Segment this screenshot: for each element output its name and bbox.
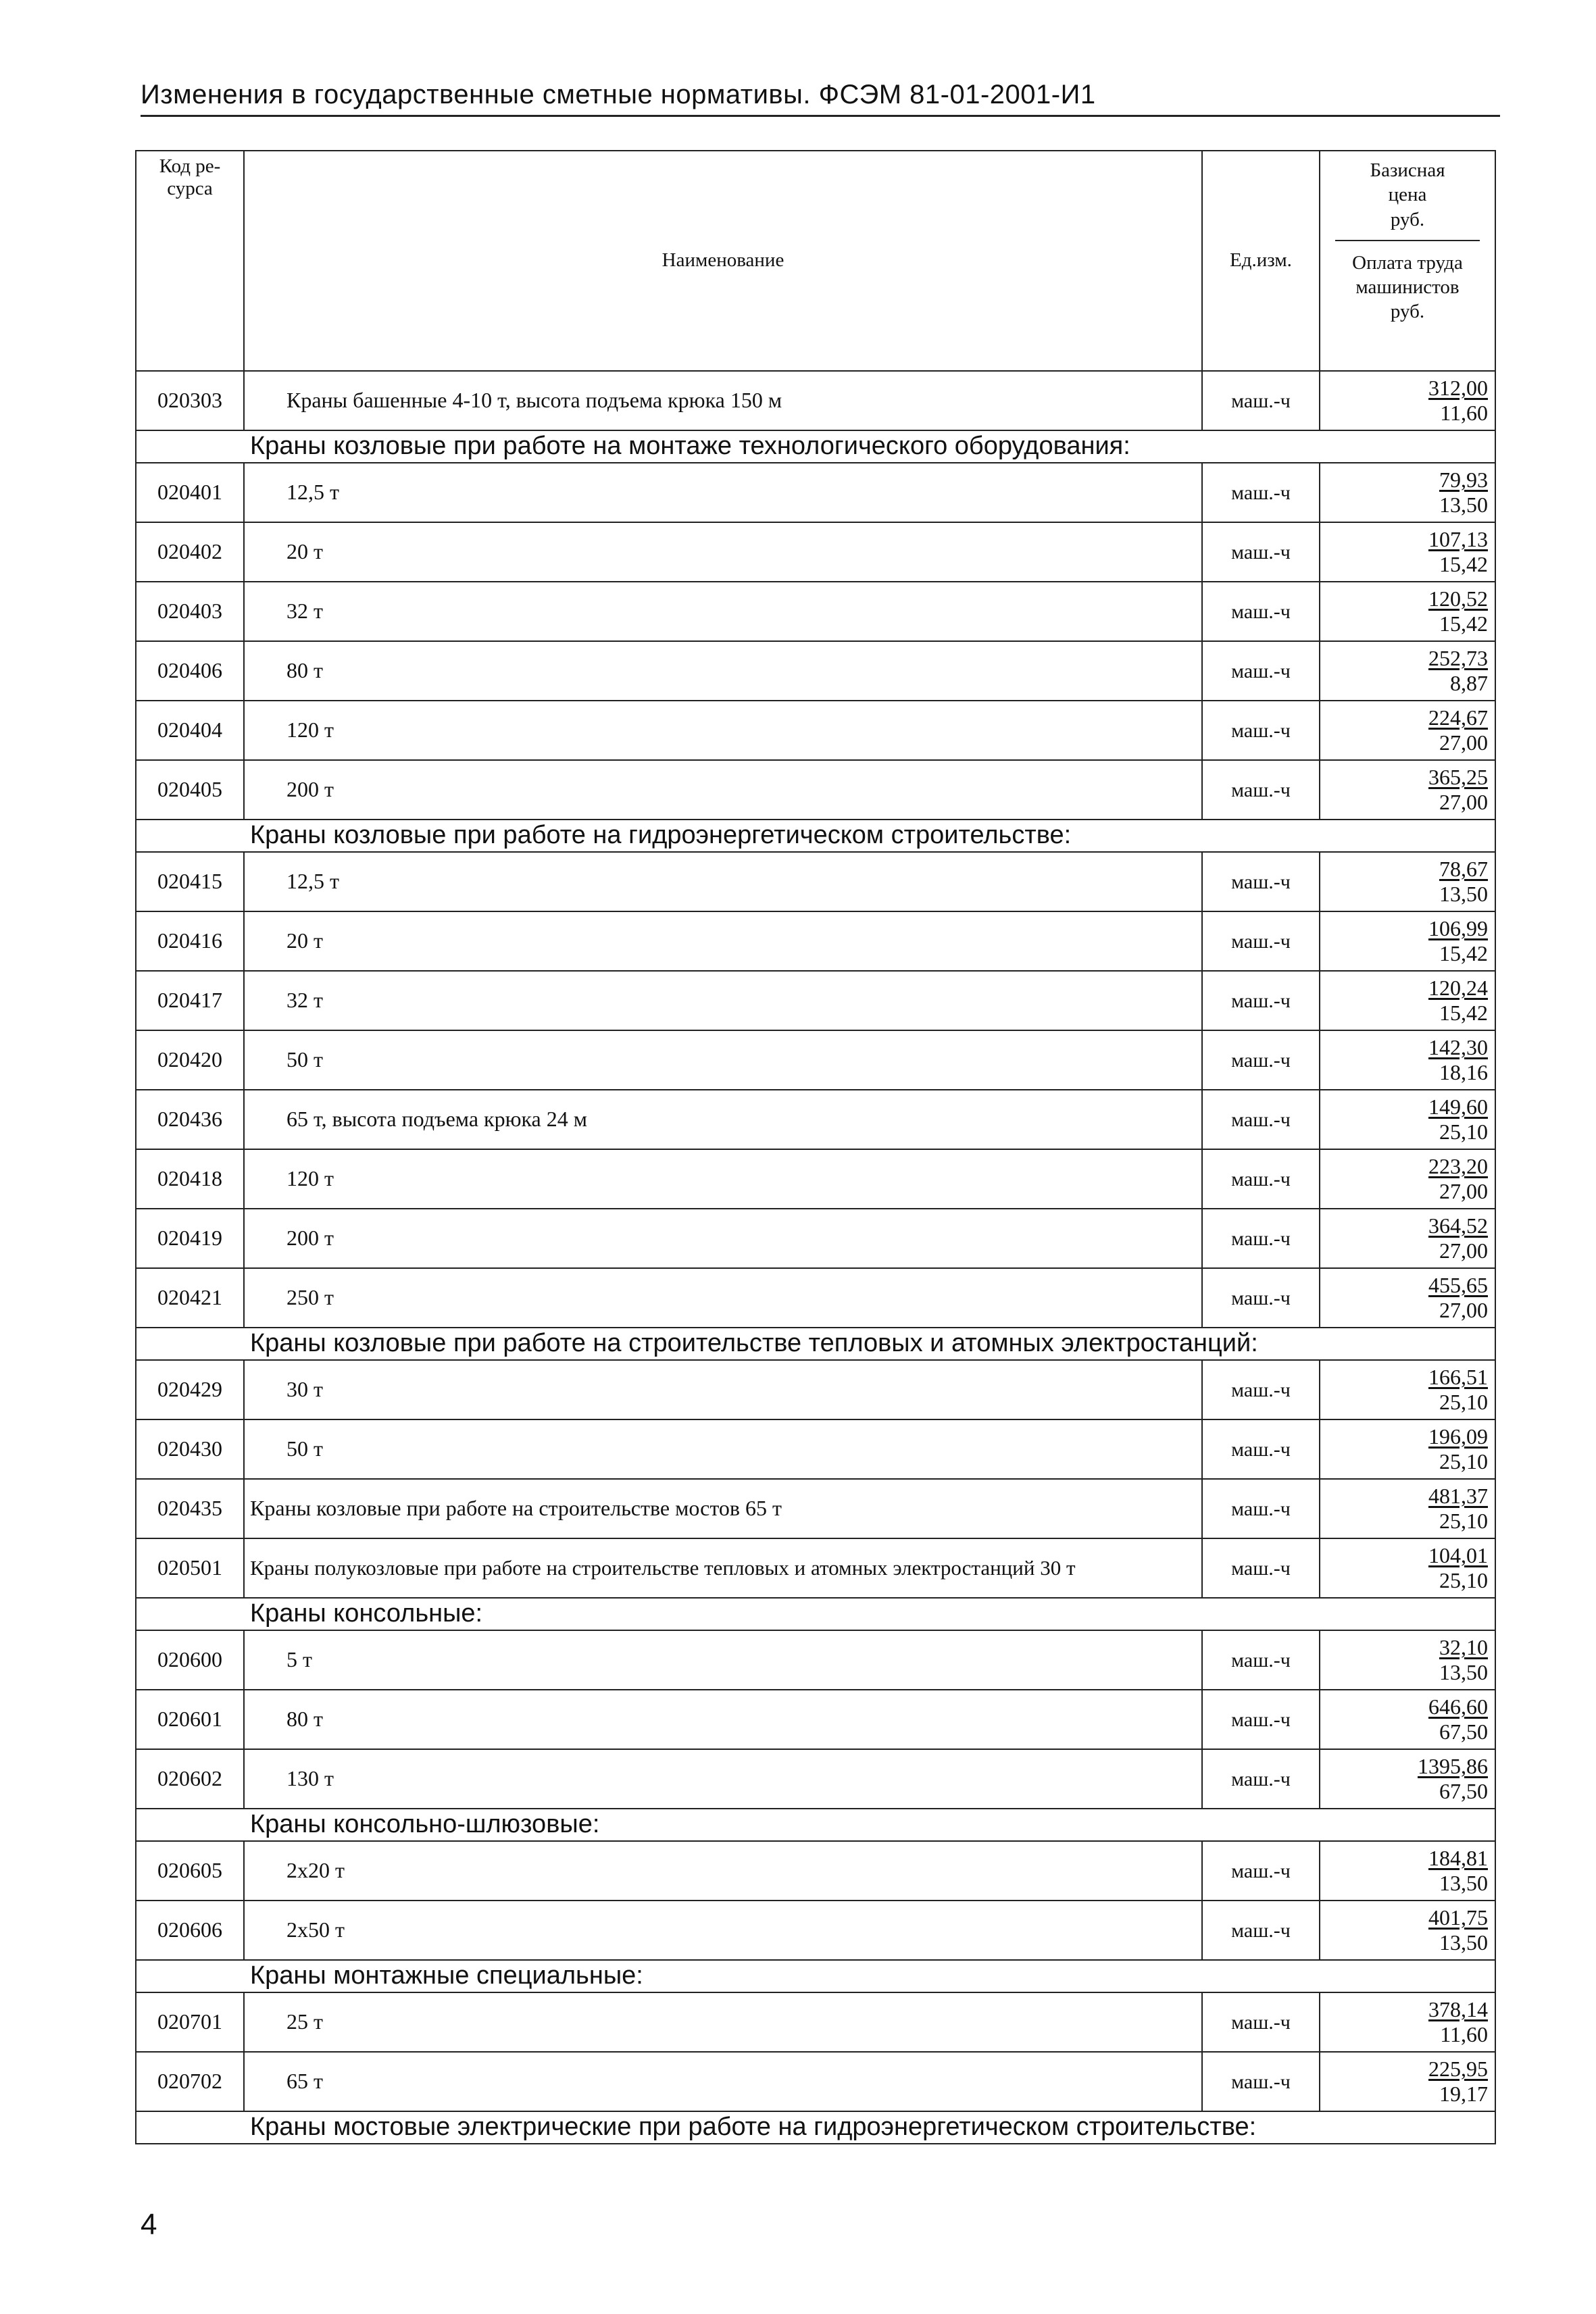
resource-name: 5 т [244,1630,1202,1690]
resource-name: 2х20 т [244,1841,1202,1901]
base-price-value: 149,60 [1428,1095,1488,1120]
resource-code: 020404 [136,701,244,760]
resource-price [1320,1690,1495,1749]
resource-code: 020430 [136,1419,244,1479]
resource-price [1320,911,1495,971]
base-price [1320,1905,1488,1930]
labor-price: 15,42 [1439,552,1488,576]
page-number: 4 [141,2208,157,2241]
base-price [1320,646,1488,671]
resource-price [1320,1538,1495,1598]
base-price-value: 196,09 [1428,1424,1488,1449]
labor-price: 67,50 [1439,1779,1488,1803]
table-row [136,2052,1495,2111]
base-price [1320,1754,1488,1779]
table-row [136,1538,1495,1598]
table-row [136,1419,1495,1479]
table-row [136,1268,1495,1328]
base-price [1320,2057,1488,2082]
labor-price: 18,16 [1439,1060,1488,1084]
base-price [1320,527,1488,552]
base-price-value: 120,52 [1428,586,1488,611]
table-header-row [136,151,1495,371]
resource-code: 020436 [136,1090,244,1149]
resource-price [1320,1479,1495,1538]
base-price-value: 401,75 [1428,1905,1488,1930]
resource-name: 120 т [244,701,1202,760]
base-price-value: 223,20 [1428,1154,1488,1179]
base-price [1320,1273,1488,1298]
labor-price: 27,00 [1439,1298,1488,1322]
base-price [1320,1424,1488,1449]
labor-price: 13,50 [1439,1871,1488,1895]
section-title: Краны козловые при работе на монтаже технологического оборудования: [136,430,1495,463]
resource-unit: маш.-ч [1202,971,1320,1030]
table-row [136,701,1495,760]
resource-code: 020601 [136,1690,244,1749]
base-price-value: 365,25 [1428,765,1488,790]
table-row [136,852,1495,911]
resource-code: 020405 [136,760,244,820]
resource-code: 020602 [136,1749,244,1809]
resource-code: 020701 [136,1992,244,2052]
resource-table [135,150,1496,2144]
resource-name: 50 т [244,1419,1202,1479]
resource-unit: маш.-ч [1202,1268,1320,1328]
resource-unit: маш.-ч [1202,1841,1320,1901]
base-price [1320,586,1488,611]
base-price [1320,857,1488,882]
resource-price [1320,522,1495,582]
labor-price: 11,60 [1440,2022,1488,2046]
base-price-value: 252,73 [1428,646,1488,671]
section-row [136,1960,1495,1992]
resource-unit: маш.-ч [1202,1992,1320,2052]
base-price [1320,765,1488,790]
resource-name: 80 т [244,1690,1202,1749]
resource-name: 50 т [244,1030,1202,1090]
header-code-label: Код ре- сурса [159,155,221,200]
resource-name: Краны полукозловые при работе на строительстве тепловых и атомных электростанций 30 т [244,1538,1202,1598]
base-price [1320,1694,1488,1719]
resource-name: 65 т [244,2052,1202,2111]
resource-code: 020419 [136,1209,244,1268]
resource-unit: маш.-ч [1202,852,1320,911]
resource-unit: маш.-ч [1202,701,1320,760]
base-price [1320,916,1488,941]
resource-code: 020417 [136,971,244,1030]
base-price [1320,376,1488,401]
resource-price [1320,1360,1495,1419]
base-price-value: 364,52 [1428,1213,1488,1238]
base-price-value: 646,60 [1428,1694,1488,1719]
base-price-value: 32,10 [1439,1635,1488,1660]
labor-price: 15,42 [1439,1001,1488,1025]
table-row [136,371,1495,430]
section-title: Краны козловые при работе на гидроэнергетическом строительстве: [136,820,1495,852]
base-price-value: 107,13 [1428,527,1488,552]
base-price-value: 120,24 [1428,976,1488,1001]
table-row [136,971,1495,1030]
resource-code: 020501 [136,1538,244,1598]
table-row [136,641,1495,701]
resource-name: 130 т [244,1749,1202,1809]
resource-price [1320,641,1495,701]
resource-code: 020403 [136,582,244,641]
resource-price [1320,760,1495,820]
resource-code: 020303 [136,371,244,430]
resource-price [1320,1630,1495,1690]
table-row [136,1749,1495,1809]
section-title: Краны мостовые электрические при работе на гидроэнергетическом строительстве: [136,2111,1495,2144]
resource-code: 020415 [136,852,244,911]
section-title: Краны козловые при работе на строительстве тепловых и атомных электростанций: [136,1328,1495,1360]
resource-unit: маш.-ч [1202,1030,1320,1090]
resource-code: 020406 [136,641,244,701]
table-row [136,1149,1495,1209]
resource-code: 020600 [136,1630,244,1690]
section-row [136,1809,1495,1841]
resource-name: 65 т, высота подъема крюка 24 м [244,1090,1202,1149]
base-price [1320,1154,1488,1179]
section-row [136,820,1495,852]
header-price-labor: Оплата труда машинистов руб. [1352,251,1463,323]
table-row [136,1901,1495,1960]
resource-code: 020606 [136,1901,244,1960]
resource-code: 020420 [136,1030,244,1090]
table-row [136,1992,1495,2052]
resource-unit: маш.-ч [1202,1479,1320,1538]
table-row [136,1479,1495,1538]
resource-unit: маш.-ч [1202,1690,1320,1749]
resource-unit: маш.-ч [1202,1209,1320,1268]
base-price-value: 79,93 [1439,468,1488,493]
base-price [1320,1213,1488,1238]
base-price [1320,976,1488,1001]
resource-code: 020435 [136,1479,244,1538]
resource-name: 32 т [244,582,1202,641]
section-row [136,2111,1495,2144]
resource-price [1320,852,1495,911]
resource-code: 020702 [136,2052,244,2111]
resource-name: 20 т [244,911,1202,971]
base-price [1320,1846,1488,1871]
labor-price: 19,17 [1439,2082,1488,2106]
resource-code: 020421 [136,1268,244,1328]
resource-price [1320,1209,1495,1268]
table-row [136,1360,1495,1419]
resource-table-body [136,151,1495,2144]
resource-unit: маш.-ч [1202,1749,1320,1809]
base-price [1320,1543,1488,1568]
resource-price [1320,1901,1495,1960]
labor-price: 25,10 [1439,1568,1488,1592]
resource-price [1320,1992,1495,2052]
resource-price [1320,463,1495,522]
base-price [1320,1635,1488,1660]
resource-name: 200 т [244,760,1202,820]
base-price-value: 455,65 [1428,1273,1488,1298]
table-row [136,911,1495,971]
table-row [136,1630,1495,1690]
header-price [1320,151,1495,371]
resource-unit: маш.-ч [1202,911,1320,971]
resource-code: 020429 [136,1360,244,1419]
resource-unit: маш.-ч [1202,2052,1320,2111]
labor-price: 15,42 [1439,941,1488,965]
resource-price [1320,582,1495,641]
resource-unit: маш.-ч [1202,463,1320,522]
resource-price [1320,2052,1495,2111]
header-price-base: Базисная цена руб. [1335,151,1480,241]
header-rule [141,115,1500,117]
base-price [1320,1035,1488,1060]
base-price-value: 166,51 [1428,1365,1488,1390]
section-row [136,430,1495,463]
resource-code: 020416 [136,911,244,971]
base-price [1320,1365,1488,1390]
resource-price [1320,1030,1495,1090]
header-unit: Ед.изм. [1202,151,1320,371]
resource-unit: маш.-ч [1202,641,1320,701]
resource-name: 2х50 т [244,1901,1202,1960]
base-price-value: 142,30 [1428,1035,1488,1060]
section-row [136,1328,1495,1360]
resource-price [1320,971,1495,1030]
table-row [136,463,1495,522]
resource-price [1320,1749,1495,1809]
resource-code: 020418 [136,1149,244,1209]
resource-name: 30 т [244,1360,1202,1419]
header-name: Наименование [244,151,1202,371]
labor-price: 11,60 [1440,401,1488,425]
resource-unit: маш.-ч [1202,1149,1320,1209]
table-row [136,1690,1495,1749]
base-price-value: 184,81 [1428,1846,1488,1871]
table-row [136,522,1495,582]
base-price-value: 225,95 [1428,2057,1488,2082]
resource-unit: маш.-ч [1202,1630,1320,1690]
base-price-value: 312,00 [1428,376,1488,401]
section-row [136,1598,1495,1630]
resource-price [1320,1090,1495,1149]
resource-price [1320,1268,1495,1328]
labor-price: 25,10 [1439,1509,1488,1533]
base-price-value: 1395,86 [1418,1754,1488,1779]
base-price [1320,1095,1488,1120]
resource-unit: маш.-ч [1202,1090,1320,1149]
base-price-value: 106,99 [1428,916,1488,941]
resource-unit: маш.-ч [1202,1901,1320,1960]
resource-price [1320,701,1495,760]
base-price [1320,705,1488,730]
labor-price: 13,50 [1439,1930,1488,1955]
resource-price [1320,1841,1495,1901]
base-price-value: 224,67 [1428,705,1488,730]
resource-code: 020402 [136,522,244,582]
resource-name: Краны козловые при работе на строительстве мостов 65 т [244,1479,1202,1538]
base-price [1320,1484,1488,1509]
labor-price: 13,50 [1439,493,1488,517]
resource-price [1320,1149,1495,1209]
table-row [136,1090,1495,1149]
labor-price: 25,10 [1439,1120,1488,1144]
table-row [136,582,1495,641]
labor-price: 67,50 [1439,1719,1488,1744]
resource-unit: маш.-ч [1202,760,1320,820]
table-row [136,760,1495,820]
resource-name: 20 т [244,522,1202,582]
resource-name: 250 т [244,1268,1202,1328]
base-price [1320,468,1488,493]
resource-name: 25 т [244,1992,1202,2052]
base-price-value: 378,14 [1428,1997,1488,2022]
labor-price: 27,00 [1439,1238,1488,1263]
base-price [1320,1997,1488,2022]
section-title: Краны монтажные специальные: [136,1960,1495,1992]
labor-price: 25,10 [1439,1449,1488,1474]
section-title: Краны консольные: [136,1598,1495,1630]
resource-unit: маш.-ч [1202,371,1320,430]
labor-price: 27,00 [1439,730,1488,755]
labor-price: 13,50 [1439,1660,1488,1684]
resource-unit: маш.-ч [1202,522,1320,582]
resource-name: 12,5 т [244,852,1202,911]
resource-name: Краны башенные 4-10 т, высота подъема крюка 150 м [244,371,1202,430]
resource-code: 020605 [136,1841,244,1901]
labor-price: 27,00 [1439,1179,1488,1203]
resource-name: 120 т [244,1149,1202,1209]
table-row [136,1209,1495,1268]
resource-price [1320,371,1495,430]
section-title: Краны консольно-шлюзовые: [136,1809,1495,1841]
resource-name: 80 т [244,641,1202,701]
resource-unit: маш.-ч [1202,1538,1320,1598]
resource-name: 200 т [244,1209,1202,1268]
base-price-value: 104,01 [1428,1543,1488,1568]
table-row [136,1030,1495,1090]
labor-price: 13,50 [1439,882,1488,906]
resource-name: 32 т [244,971,1202,1030]
base-price-value: 481,37 [1428,1484,1488,1509]
resource-code: 020401 [136,463,244,522]
base-price-value: 78,67 [1439,857,1488,882]
labor-price: 25,10 [1439,1390,1488,1414]
resource-unit: маш.-ч [1202,1360,1320,1419]
resource-unit: маш.-ч [1202,1419,1320,1479]
resource-unit: маш.-ч [1202,582,1320,641]
header-code [136,151,244,371]
table-row [136,1841,1495,1901]
labor-price: 8,87 [1450,671,1488,695]
resource-name: 12,5 т [244,463,1202,522]
labor-price: 15,42 [1439,611,1488,636]
labor-price: 27,00 [1439,790,1488,814]
resource-price [1320,1419,1495,1479]
page-header: Изменения в государственные сметные нормативы. ФСЭМ 81-01-2001-И1 [141,80,1096,109]
